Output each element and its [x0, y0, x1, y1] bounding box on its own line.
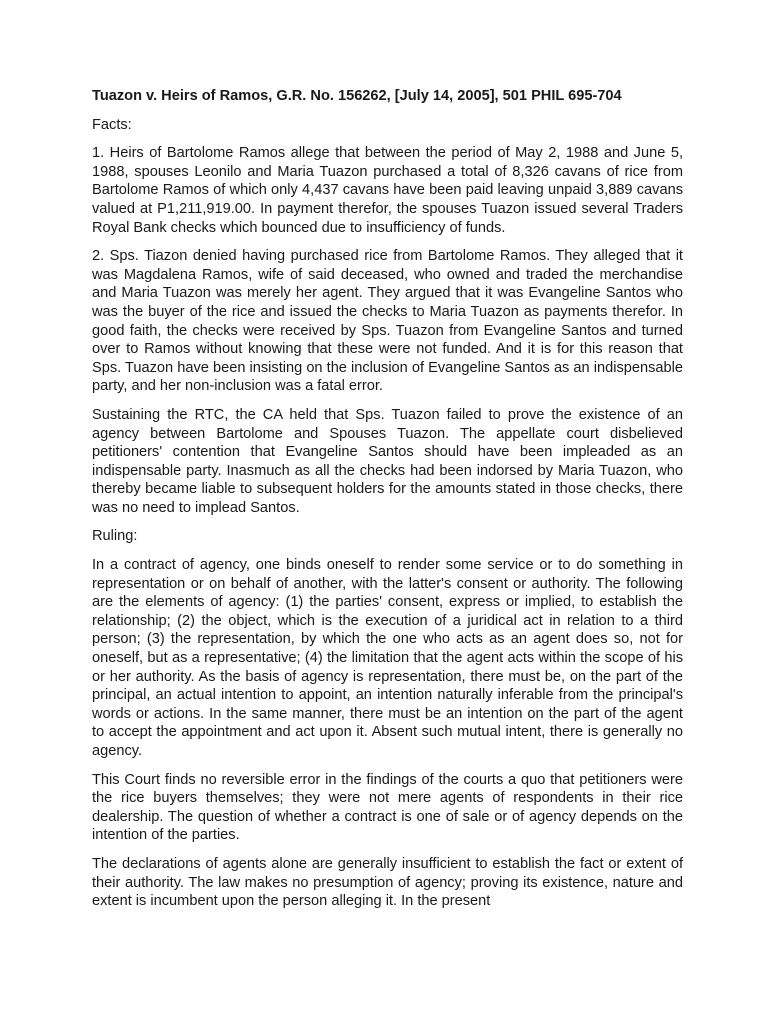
facts-paragraph-2: 2. Sps. Tiazon denied having purchased rice from Bartolome Ramos. They alleged that it was Magdalena Ramos, wife of said deceased, who owned and traded the merchandise and Maria Tuazon was merely her agent. They argued that it was Evangeline Santos who was the buyer of the rice and issued the checks to Maria Tuazon as payments therefor. In good faith, the checks were received by Sps. Tuazon from Evangeline Santos and turned over to Ramos without knowing that these were not funded. And it is for this reason that Sps. Tuazon have been insisting on the inclusion of Evangeline Santos as an indispensable party, and her non-inclusion was a fatal error.: [92, 248, 683, 395]
case-title: Tuazon v. Heirs of Ramos, G.R. No. 156262, [July 14, 2005], 501 PHIL 695-704: [92, 88, 622, 104]
ruling-paragraph-1: In a contract of agency, one binds oneself to render some service or to do something in representation or on behalf of another, with the latter's consent or authority. The following are the elements of agency: (1) the parties' consent, express or implied, to establish the relationship; (2) the object, which is the execution of a juridical act in relation to a third person; (3) the representation, by which the one who acts as an agent does so, not for oneself, but as a representative; (4) the limitation that the agent acts within the scope of his or her authority. As the basis of agency is representation, there must be, on the part of the principal, an actual intention to appoint, an intention naturally inferable from the principal's words or actions. In the same manner, there must be an intention on the part of the agent to accept the appointment and act upon it. Absent such mutual intent, there is generally no agency.: [92, 557, 683, 759]
ruling-heading: Ruling:: [92, 528, 138, 545]
ruling-paragraph-2: This Court finds no reversible error in the findings of the courts a quo that petitioners were the rice buyers themselves; they were not mere agents of respondents in their rice dealership. The question of whether a contract is one of sale or of agency depends on the intention of the parties.: [92, 771, 683, 844]
facts-paragraph-3: Sustaining the RTC, the CA held that Sps. Tuazon failed to prove the existence of an agency between Bartolome and Spouses Tuazon. The appellate court disbelieved petitioners' contention that Evangeline Santos should have been impleaded as an indispensable party. Inasmuch as all the checks had been indorsed by Maria Tuazon, who thereby became liable to subsequent holders for the amounts stated in those checks, there was no need to implead Santos.: [92, 406, 683, 516]
ruling-paragraph-3: The declarations of agents alone are generally insufficient to establish the fact or extent of their authority. The law makes no presumption of agency; proving its existence, nature and extent is incumbent upon the person alleging it. In the present: [92, 855, 683, 910]
facts-heading: Facts:: [92, 116, 132, 133]
facts-paragraph-1: 1. Heirs of Bartolome Ramos allege that between the period of May 2, 1988 and June 5, 1988, spouses Leonilo and Maria Tuazon purchased a total of 8,326 cavans of rice from Bartolome Ramos of which only 4,437 cavans have been paid leaving unpaid 3,889 cavans valued at P1,211,919.00. In payment therefor, the spouses Tuazon issued several Traders Royal Bank checks which bounced due to insufficiency of funds.: [92, 145, 683, 236]
